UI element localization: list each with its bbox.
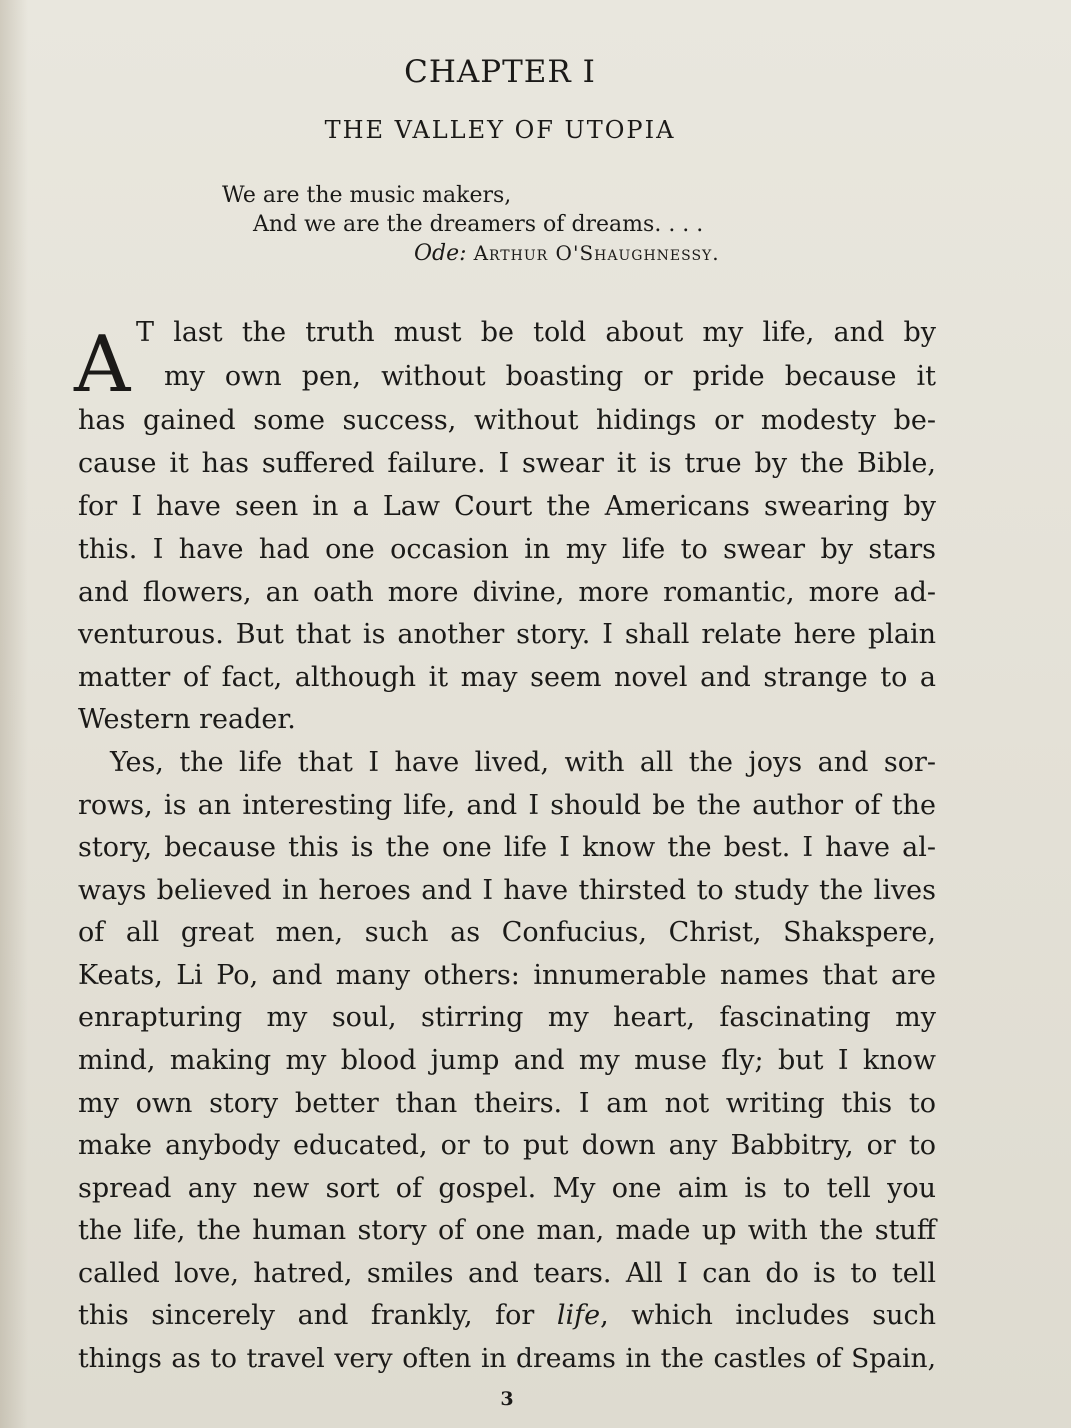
paragraph-2-line-5: of all great men, such as Confucius, Christ, Shakspere,: [78, 917, 936, 948]
paragraph-1-line-5: for I have seen in a Law Court the Americans swearing by: [78, 491, 936, 522]
paragraph-2-line-6: Keats, Li Po, and many others: innumerable names that are: [78, 960, 936, 991]
paragraph-1-line-1: T last the truth must be told about my life, and by: [136, 317, 936, 348]
epigraph-source-author: Arthur O'Shaughnessy.: [473, 241, 720, 265]
paragraph-2-line-4: ways believed in heroes and I have thirsted to study the lives: [78, 875, 936, 906]
paragraph-1-line-10: Western reader.: [78, 704, 296, 735]
italic-word-life: life: [556, 1300, 601, 1331]
epigraph-line-1: We are the music makers,: [222, 183, 512, 208]
paragraph-1-line-3: has gained some success, without hidings or modesty be-: [78, 405, 936, 436]
paragraph-1-line-8: venturous. But that is another story. I shall relate here plain: [78, 619, 936, 650]
paragraph-2-line-2: rows, is an interesting life, and I should be the author of the: [78, 790, 936, 821]
paragraph-2-line-7: enrapturing my soul, stirring my heart, fascinating my: [78, 1002, 936, 1033]
chapter-title: CHAPTER I: [404, 54, 596, 90]
drop-cap: A: [74, 320, 131, 410]
paragraph-2-line-11: spread any new sort of gospel. My one aim is to tell you: [78, 1173, 936, 1204]
line-14-text-after: , which includes such: [600, 1300, 936, 1331]
paragraph-2-line-10: make anybody educated, or to put down any Babbitry, or to: [78, 1130, 936, 1161]
epigraph-attribution: [414, 241, 720, 266]
paragraph-2-line-14: [78, 1296, 936, 1336]
page-number: 3: [500, 1388, 514, 1410]
paragraph-2-line-3: story, because this is the one life I know the best. I have al-: [78, 832, 936, 863]
paragraph-1-line-6: this. I have had one occasion in my life to swear by stars: [78, 534, 936, 565]
paragraph-1-line-2: my own pen, without boasting or pride because it: [164, 361, 936, 392]
paragraph-2-line-9: my own story better than theirs. I am not writing this to: [78, 1088, 936, 1119]
epigraph-source-title: Ode:: [414, 241, 467, 266]
line-14-text-before: this sincerely and frankly, for: [78, 1300, 557, 1331]
paragraph-1-line-7: and flowers, an oath more divine, more romantic, more ad-: [78, 577, 936, 608]
epigraph-line-2: And we are the dreamers of dreams. . . .: [253, 212, 704, 237]
paragraph-2-line-8: mind, making my blood jump and my muse fly; but I know: [78, 1045, 936, 1076]
paragraph-2-line-15: things as to travel very often in dreams in the castles of Spain,: [78, 1343, 936, 1374]
paragraph-1-line-9: matter of fact, although it may seem novel and strange to a: [78, 662, 936, 693]
paragraph-2-line-12: the life, the human story of one man, made up with the stuff: [78, 1215, 936, 1246]
paragraph-1-line-4: cause it has suffered failure. I swear it is true by the Bible,: [78, 448, 936, 479]
paragraph-2-line-13: called love, hatred, smiles and tears. All I can do is to tell: [78, 1258, 936, 1289]
paragraph-2-line-1: Yes, the life that I have lived, with all the joys and sor-: [110, 747, 936, 778]
section-title: THE VALLEY OF UTOPIA: [324, 116, 676, 144]
